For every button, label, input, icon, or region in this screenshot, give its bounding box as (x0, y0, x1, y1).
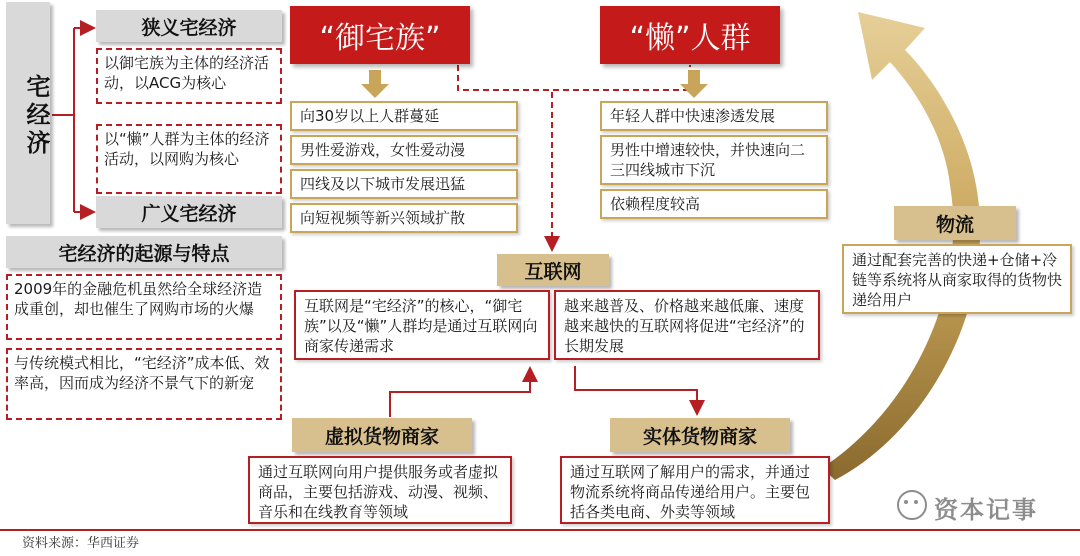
internet-label: 互联网 (497, 254, 609, 286)
lazy-title: “懒”人群 (600, 6, 780, 64)
virtual-merchant-desc: 通过互联网向用户提供服务或者虚拟商品，主要包括游戏、动漫、视频、音乐和在线教育等领域 (248, 456, 512, 524)
internet-desc-left: 互联网是“宅经济”的核心，“御宅族”以及“懒”人群均是通过互联网向商家传递需求 (294, 290, 550, 360)
internet-desc-right: 越来越普及、价格越来越低廉、速度越来越快的互联网将促进“宅经济”的长期发展 (554, 290, 820, 360)
broad-desc: 以“懒”人群为主体的经济活动，以网购为核心 (96, 124, 282, 194)
gold-down-arrow-left (361, 70, 389, 98)
otaku-item-3: 四线及以下城市发展迅猛 (290, 169, 518, 199)
logistics-desc: 通过配套完善的快递+仓储+冷链等系统将从商家取得的货物快递给用户 (842, 244, 1072, 314)
lazy-item-1: 年轻人群中快速渗透发展 (600, 101, 828, 131)
physical-merchant-desc: 通过互联网了解用户的需求，并通过物流系统将商品传递给用户。主要包括各类电商、外卖等领域 (560, 456, 830, 524)
narrow-desc: 以御宅族为主体的经济活动，以ACG为核心 (96, 48, 282, 104)
zhai-jingji-label: 宅经济 (6, 2, 50, 224)
gold-down-arrow-right (680, 70, 708, 98)
broad-label: 广义宅经济 (96, 196, 282, 228)
otaku-title: “御宅族” (290, 6, 470, 64)
otaku-item-4: 向短视频等新兴领域扩散 (290, 203, 518, 233)
wechat-watermark-icon (898, 491, 926, 519)
merchant-arrows (390, 366, 697, 417)
origin-title: 宅经济的起源与特点 (6, 236, 282, 268)
otaku-item-2: 男性爱游戏，女性爱动漫 (290, 135, 518, 165)
logistics-label: 物流 (894, 206, 1016, 240)
physical-merchant-label: 实体货物商家 (610, 418, 790, 452)
narrow-label: 狭义宅经济 (96, 10, 282, 42)
otaku-item-1: 向30岁以上人群蔓延 (290, 101, 518, 131)
lazy-item-2: 男性中增速较快，并快速向二三四线城市下沉 (600, 135, 828, 185)
virtual-merchant-label: 虚拟货物商家 (292, 418, 472, 452)
left-bracket (52, 28, 92, 212)
watermark-text: 资本记事 (934, 496, 1038, 524)
origin-desc-2: 与传统模式相比，“宅经济”成本低、效率高，因而成为经济不景气下的新宠 (6, 348, 282, 420)
source-note: 资料来源：华西证券 (22, 536, 140, 551)
origin-desc-1: 2009年的金融危机虽然给全球经济造成重创，却也催生了网购市场的火爆 (6, 274, 282, 340)
lazy-item-3: 依赖程度较高 (600, 189, 828, 219)
